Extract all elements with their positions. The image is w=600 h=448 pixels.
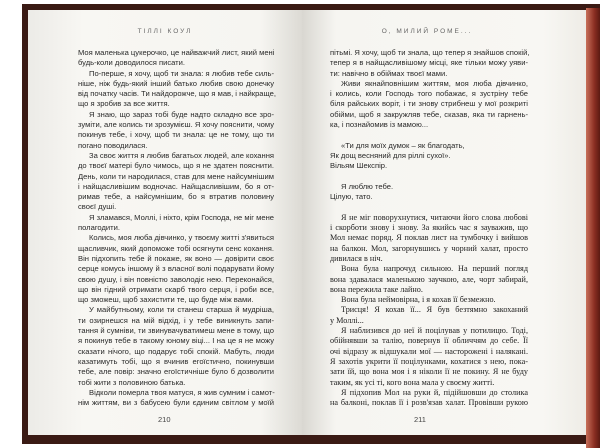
text-line: будь-коли доводилося писати.	[78, 58, 186, 68]
text-line: Як дощ весняний для ріллі сухої».	[330, 150, 451, 160]
text-line: По-перше, я хочу, щоб ти знала: я любив тебе силь-	[89, 68, 274, 78]
paragraph-gap	[330, 172, 528, 182]
text-line: від початку часів. Ти найдорожче, що я мав, і найкраще,	[78, 89, 277, 99]
paragraph-gap	[330, 130, 528, 140]
left-page	[28, 10, 302, 435]
text-line: Колись, моя люба дівчинко, у твоєму житті з'явиться	[89, 233, 274, 243]
text-line: на балконі, поклав її і розв'язав халат. Провівши рукою	[330, 398, 528, 408]
text-line: Я зламався, Моллі, і ніхто, крім Господа, не міг мене	[89, 212, 275, 222]
text-line: Живи якнайповнішим життям, моя люба дівчинко,	[341, 78, 528, 88]
paragraph	[78, 233, 274, 305]
text-line: сказати нічого, що подарує тобі спокій. Мабуть, люди	[78, 346, 274, 356]
text-line: Він підхопить тебе й покаже, як воно — довірити своє	[78, 253, 274, 263]
text-line: тання й сумніви, ти звинувачуватимеш мене в тому, що	[78, 326, 274, 336]
page-number: 210	[158, 415, 171, 424]
paragraph	[78, 151, 274, 213]
text-line: Вона була неймовірна, і я кохав її безмежно.	[341, 295, 496, 305]
paragraph	[78, 388, 274, 409]
left-page-text	[78, 48, 277, 408]
paragraph	[330, 305, 528, 326]
text-line: пітьмі. Я хочу, щоб ти знала, що тепер я знайшов спокій,	[330, 48, 530, 57]
text-line: Моя маленька цукерочко, це найважчий лист, який мені	[78, 48, 275, 57]
book-cover-edge	[586, 8, 600, 448]
paragraph	[330, 326, 528, 388]
paragraph	[330, 79, 528, 130]
right-page	[302, 10, 586, 435]
text-line: Я люблю тебе.	[341, 181, 394, 191]
text-line: Цілую, тато.	[330, 192, 373, 202]
text-line: Мол немає поряд. Я поклав лист на тумбочку і вийшов	[330, 233, 528, 243]
text-line: Я знаю, що зараз тобі буде надто складно все зро-	[89, 109, 274, 119]
text-line: «Ти для моїх думок – як благодать,	[341, 140, 465, 150]
text-line: і скорботи знову і знову. За якийсь час я зауважив, що	[330, 223, 528, 233]
text-line: У майбутньому, коли ти станеш старша й мудріша,	[89, 305, 274, 315]
text-line: День, коли ти народилася, став для мене найсумнішим	[78, 171, 274, 181]
paragraph	[330, 388, 528, 409]
paragraph	[330, 213, 528, 264]
text-line: тепер я в найщасливішому місці, яке тільки можу уяви-	[330, 58, 528, 68]
text-line: ка, і познайомив із мамою...	[330, 120, 429, 130]
text-line: Я наблизився до неї й поцілував у потилицю. Тоді,	[341, 326, 528, 336]
text-line: і колись, коли Господь того побажає, я зустріну тебе	[330, 89, 528, 99]
text-line: вона здавалася маленькою заучкою, але, чорт забирай,	[330, 274, 528, 284]
paragraph	[78, 213, 274, 234]
text-line: Вона була напрочуд сильною. На перший погляд	[341, 264, 528, 274]
text-line: нім життям, ви з бабусею були єдиним світлом у моїй	[78, 398, 274, 408]
paragraph	[330, 295, 528, 305]
letter-closing	[330, 141, 528, 172]
text-line: зати їй, що вона моя і я ніколи її не покину. Я не буду	[330, 367, 528, 377]
paragraph	[78, 110, 274, 151]
text-line: серце комусь іншому й з власної волі подарувати йому	[78, 264, 274, 274]
text-line: Трисця! Я кохав її... Я був безтямно закоханий	[341, 305, 528, 315]
text-line: зуміти, але колись ти зрозумієш. Я хочу пояснити, чому	[78, 120, 274, 130]
text-line: римав тебе, а найсумнішим, бо я втратив половину	[78, 192, 274, 202]
text-line: обійми, щоб я закружляв тебе, сказав, яка ти гарнень-	[330, 109, 528, 119]
text-line: тобі жити з половиною батька.	[78, 377, 186, 387]
running-head-chapter: О, МИЛИЙ РОМЕ...	[381, 28, 473, 35]
text-line: свою душу, і він повністю заволодіє нею. Переконайся,	[78, 274, 274, 284]
text-line: ти озирнешся на мій відхід, і у тебе виникнуть запи-	[78, 315, 274, 325]
text-line: очі відразу ж відшукали мої — насторожені і налякані.	[330, 346, 528, 356]
running-head-author: ТІЛЛІ КОУЛ	[137, 28, 193, 35]
text-line: Я не міг поворухнутися, читаючи його слова любові	[341, 212, 528, 222]
text-line: у Моллі...	[330, 315, 364, 325]
text-line: погано поводилася.	[78, 140, 148, 150]
text-line: казатимуть тобі, що я вчинив егоїстично, покинувши	[78, 356, 274, 366]
paragraph-gap	[330, 202, 528, 212]
text-line: Відколи померла твоя матуся, я жив сумним і самот-	[89, 387, 275, 397]
text-line: покинув тебе, і хочу, щоб ти знала: це не тому, що ти	[78, 130, 274, 140]
text-line: що зможеш, щоб захистити те, що буде між вами.	[78, 295, 254, 305]
text-line: на балкон. Мол, загорнувшись у чорний халат, просто	[330, 243, 528, 253]
paragraph	[330, 264, 528, 295]
paragraph	[330, 48, 528, 79]
text-line: вона пережила таке лайно.	[330, 284, 423, 294]
text-line: За своє життя я любив багатьох людей, але кохання	[89, 150, 275, 160]
text-line: щасливчик, який допоможе тобі осягнути сенс кохання.	[78, 243, 274, 253]
text-line: дивилася в ніч.	[330, 253, 383, 263]
text-line: ти: навічно в обіймах твоєї мами.	[330, 68, 448, 78]
paragraph	[78, 48, 274, 69]
text-line: полагодити.	[78, 223, 120, 233]
text-line: я покинув тебе в такому юному віці... І на це я не можу	[78, 336, 274, 346]
text-line: що я зробив за все життя.	[78, 99, 170, 109]
text-line: Я підхопив Мол на руки й, підійшовши до столика	[341, 387, 528, 397]
text-line: своєї душі.	[78, 202, 117, 212]
text-line: ніше, ніж будь-який інший батько любив свою донечку	[78, 78, 274, 88]
text-line: до твоєї матері було чимось, що я не здатен пояснити.	[78, 161, 274, 171]
text-line: Я захотів укрити її поцілунками, кохатися з нею, пока-	[330, 356, 528, 366]
text-line: обійнявши за талію, повернув її обличчям до себе. Її	[330, 336, 528, 346]
paragraph	[78, 68, 277, 110]
text-line: таким, як усі ті, кого вона мала у своєму житті.	[330, 377, 495, 387]
text-line: і найщасливішим водночас. Найщасливішим, бо я от-	[78, 181, 274, 191]
text-line: що він гідний отримати скарб твого серця, і роби все,	[78, 284, 274, 294]
page-number: 211	[414, 415, 426, 424]
letter-closing	[330, 182, 528, 203]
text-line: Вільям Шекспір.	[330, 161, 388, 171]
text-line: тебе, але повір: значно егоїстичніше було б дозволити	[78, 367, 274, 377]
text-line: біля райських воріт, і ти знову стрибнеш у мої розкриті	[330, 99, 528, 109]
paragraph	[78, 305, 274, 387]
right-page-text	[330, 48, 528, 408]
